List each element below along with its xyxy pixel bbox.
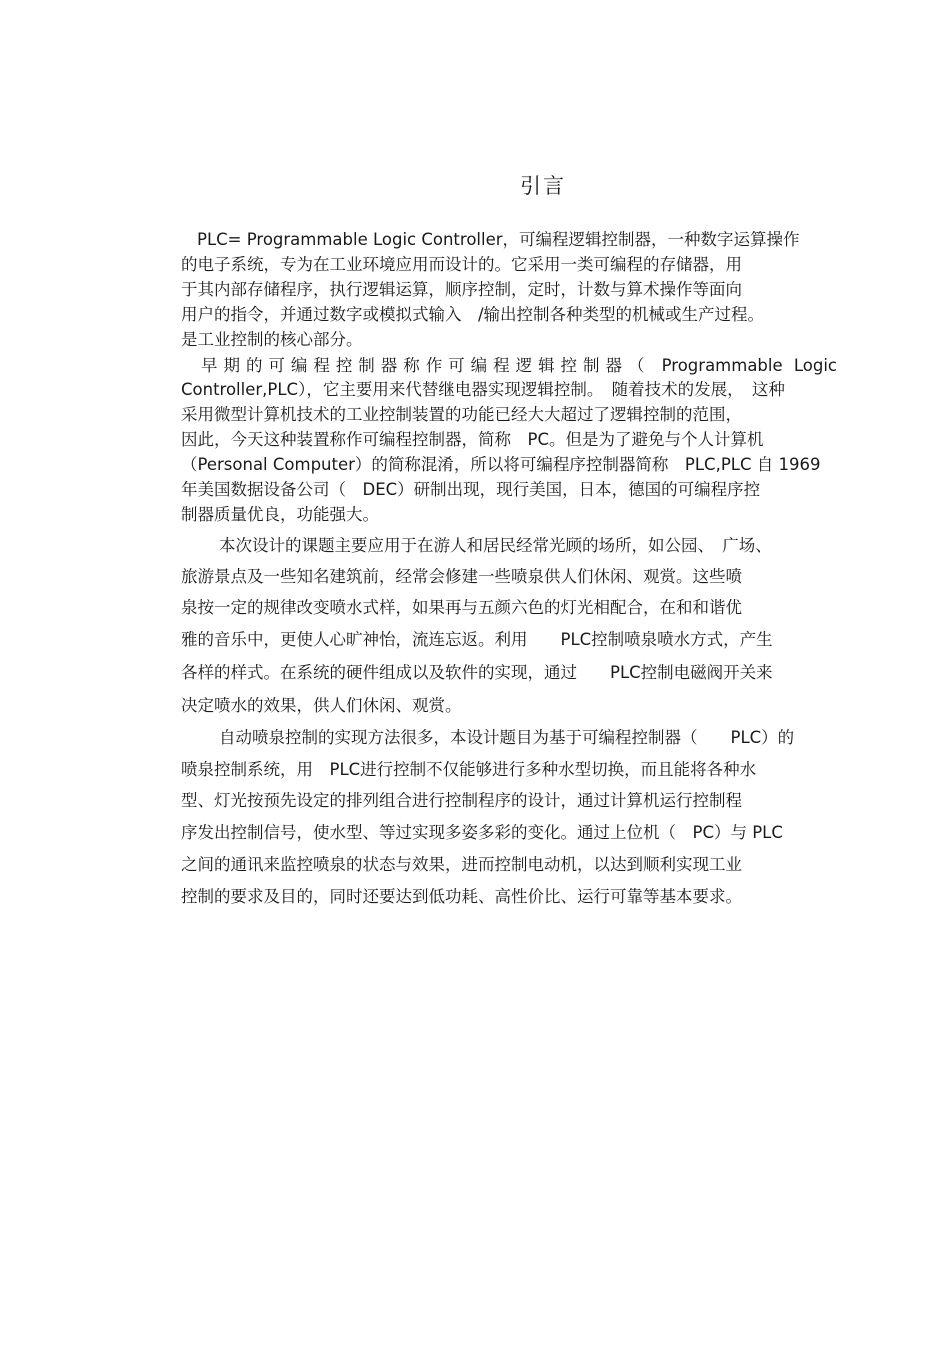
paragraph-4-line-6: 控制的要求及目的，同时还要达到低功耗、高性价比、运行可靠等基本要求。 [181, 887, 742, 906]
paragraph-2-line-6: 年美国数据设备公司（ DEC）研制出现，现行美国，日本，德国的可编程序控 [181, 480, 761, 499]
paragraph-1-line-3: 于其内部存储程序，执行逻辑运算，顺序控制，定时，计数与算术操作等面向 [181, 280, 742, 299]
paragraph-1-line-5: 是工业控制的核心部分。 [181, 330, 363, 349]
paragraph-3-line-5: 各样的样式。在系统的硬件组成以及软件的实现，通过 PLC控制电磁阀开关来 [181, 663, 773, 682]
paragraph-2-line-4: 因此，今天这种装置称作可编程控制器，简称 PC。但是为了避免与个人计算机 [181, 430, 764, 449]
page-title: 引言 [520, 174, 566, 198]
paragraph-2-line-5: （Personal Computer）的简称混淆，所以将可编程序控制器简称 PLC,PLC 自 1969 [181, 455, 821, 474]
paragraph-3-line-4: 雅的音乐中，更使人心旷神怡，流连忘返。利用 PLC控制喷泉喷水方式，产生 [181, 630, 773, 649]
paragraph-3-line-1: 本次设计的课题主要应用于在游人和居民经常光顾的场所，如公园、 广场、 [219, 536, 772, 555]
paragraph-3-line-6: 决定喷水的效果，供人们休闲、观赏。 [181, 696, 462, 715]
paragraph-4-line-5: 之间的通讯来监控喷泉的状态与效果，进而控制电动机，以达到顺利实现工业 [181, 855, 742, 874]
paragraph-4-line-2: 喷泉控制系统，用 PLC进行控制不仅能够进行多种水型切换，而且能将各种水 [181, 760, 757, 779]
paragraph-1-line-4: 用户的指令，并通过数字或模拟式输入 /输出控制各种类型的机械或生产过程。 [181, 305, 765, 324]
paragraph-4-line-4: 序发出控制信号，使水型、等过实现多姿多彩的变化。通过上位机（ PC）与 PLC [181, 823, 783, 842]
paragraph-1-line-1: PLC= Programmable Logic Controller，可编程逻辑控制器，一种数字运算操作 [197, 230, 800, 249]
paragraph-2-line-7: 制器质量优良，功能强大。 [181, 505, 379, 524]
paragraph-3-line-2: 旅游景点及一些知名建筑前，经常会修建一些喷泉供人们休闲、观赏。这些喷 [181, 567, 742, 586]
paragraph-2-line-1: 早期的可编程控制器称作可编程逻辑控制器（ Programmable Logic [201, 356, 837, 375]
paragraph-2-line-3: 采用微型计算机技术的工业控制装置的功能已经大大超过了逻辑控制的范围， [181, 405, 742, 424]
paragraph-1-line-2: 的电子系统，专为在工业环境应用而设计的。它采用一类可编程的存储器，用 [181, 255, 742, 274]
paragraph-4-line-1: 自动喷泉控制的实现方法很多，本设计题目为基于可编程控制器（ PLC）的 [219, 728, 795, 747]
paragraph-2-line-2: Controller,PLC），它主要用来代替继电器实现逻辑控制。 随着技术的发展， 这种 [181, 380, 785, 399]
paragraph-3-line-3: 泉按一定的规律改变喷水式样，如果再与五颜六色的灯光相配合，在和和谐优 [181, 598, 742, 617]
paragraph-4-line-3: 型、灯光按预先设定的排列组合进行控制程序的设计，通过计算机运行控制程 [181, 791, 742, 810]
